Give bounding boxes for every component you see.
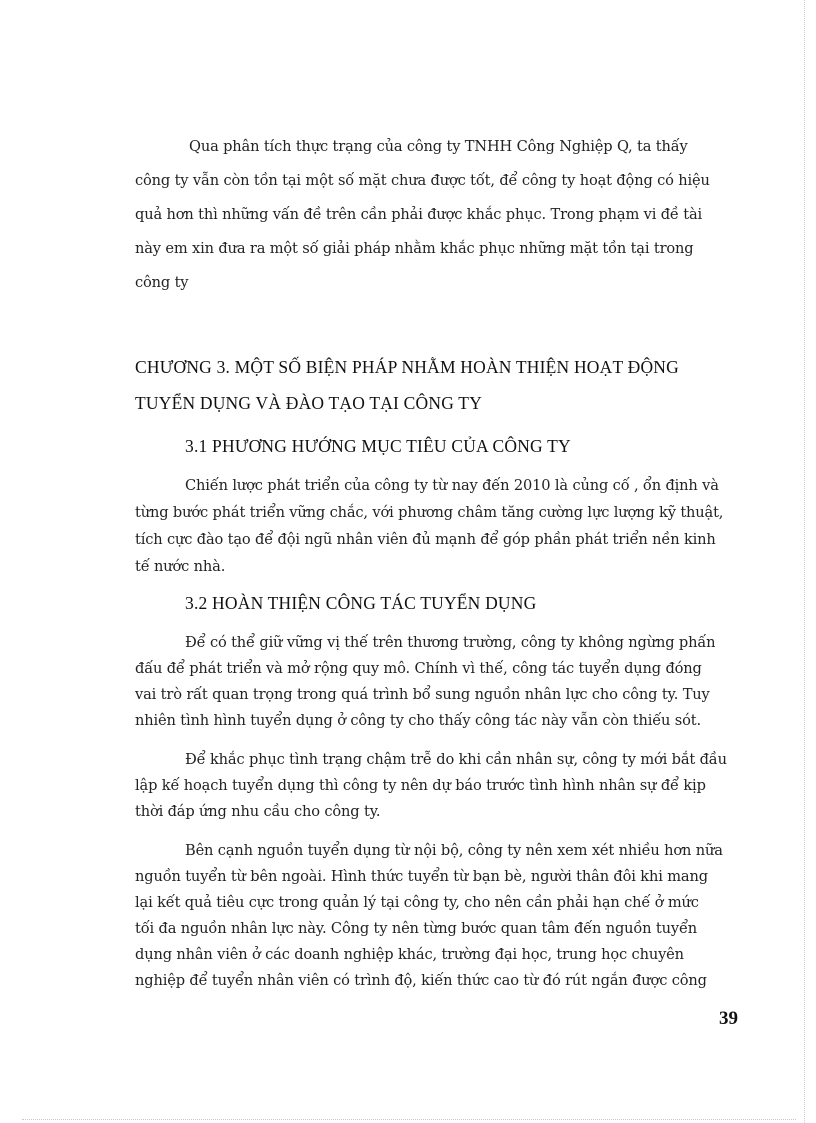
intro-line: này em xin đưa ra một số giải pháp nhằm khắc phục những mặt tồn tại trong <box>135 240 694 257</box>
section-3-2-p1-line: vai trò rất quan trọng trong quá trình bổ sung nguồn nhân lực cho công ty. Tuy <box>135 686 710 703</box>
section-3-2-p2-line: Để khắc phục tình trạng chậm trễ do khi cần nhân sự, công ty mới bắt đầu <box>185 751 727 768</box>
section-3-2-p1-line: đấu để phát triển và mở rộng quy mô. Chính vì thế, công tác tuyển dụng đóng <box>135 660 702 677</box>
intro-line: công ty <box>135 274 189 291</box>
intro-line: công ty vẫn còn tồn tại một số mặt chưa được tốt, để công ty hoạt động có hiệu <box>135 172 710 189</box>
section-3-2-p3-line: tối đa nguồn nhân lực này. Công ty nên từng bước quan tâm đến nguồn tuyển <box>135 920 698 937</box>
section-3-2-p3-line: nguồn tuyển từ bên ngoài. Hình thức tuyển từ bạn bè, người thân đôi khi mang <box>135 868 708 885</box>
section-3-2-p3-line: lại kết quả tiêu cực trong quản lý tại công ty, cho nên cần phải hạn chế ở mức <box>135 894 699 911</box>
chapter-title-line: CHƯƠNG 3. MỘT SỐ BIỆN PHÁP NHẰM HOÀN THIỆN HOẠT ĐỘNG <box>135 357 679 377</box>
section-3-2-p2-line: lập kế hoạch tuyển dụng thì công ty nên dự báo trước tình hình nhân sự để kịp <box>135 777 706 794</box>
page-number: 39 <box>719 1008 738 1029</box>
section-3-2-p2-line: thời đáp ứng nhu cầu cho công ty. <box>135 803 381 820</box>
section-3-1-line: tế nước nhà. <box>135 558 226 575</box>
intro-line: Qua phân tích thực trạng của công ty TNHH Công Nghiệp Q, ta thấy <box>189 138 688 155</box>
section-3-2-p1-line: Để có thể giữ vững vị thế trên thương trường, công ty không ngừng phấn <box>185 634 716 651</box>
section-3-1-line: từng bước phát triển vững chắc, với phương châm tăng cường lực lượng kỹ thuật, <box>135 504 724 521</box>
intro-line: quả hơn thì những vấn đề trên cần phải được khắc phục. Trong phạm vi đề tài <box>135 206 703 223</box>
section-heading: 3.1 PHƯƠNG HƯỚNG MỤC TIÊU CỦA CÔNG TY <box>185 436 571 456</box>
section-3-2-p3-line: Bên cạnh nguồn tuyển dụng từ nội bộ, công ty nên xem xét nhiều hơn nữa <box>185 842 723 859</box>
section-3-2-p3-line: nghiệp để tuyển nhân viên có trình độ, kiến thức cao từ đó rút ngắn được công <box>135 972 707 989</box>
page-bottom-border <box>22 1119 796 1120</box>
section-3-2-p3-line: dụng nhân viên ở các doanh nghiệp khác, trường đại học, trung học chuyên <box>135 946 684 963</box>
section-3-1-line: Chiến lược phát triển của công ty từ nay đến 2010 là củng cố , ổn định và <box>185 477 719 494</box>
section-heading: 3.2 HOÀN THIỆN CÔNG TÁC TUYỂN DỤNG <box>185 593 537 613</box>
section-3-1-line: tích cực đào tạo để đội ngũ nhân viên đủ mạnh để góp phần phát triển nền kinh <box>135 531 716 548</box>
page-right-border <box>804 0 805 1123</box>
section-3-2-p1-line: nhiên tình hình tuyển dụng ở công ty cho thấy công tác này vẫn còn thiếu sót. <box>135 712 701 729</box>
chapter-title-line: TUYỂN DỤNG VÀ ĐÀO TẠO TẠI CÔNG TY <box>135 393 483 413</box>
